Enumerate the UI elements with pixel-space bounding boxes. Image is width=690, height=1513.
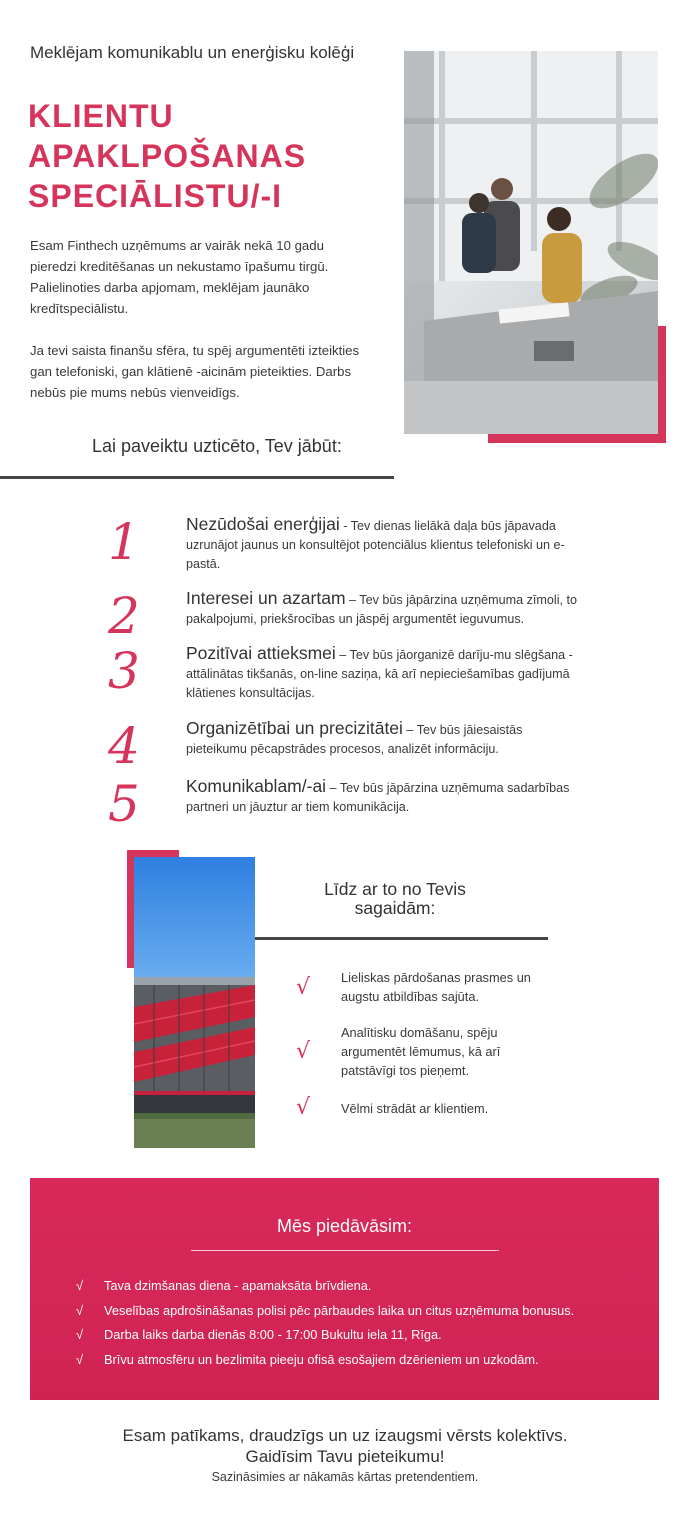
intro-subtitle: Meklējam komunikablu un enerģisku kolēģi xyxy=(30,43,355,62)
requirement-description: – Tev būs jāorganizē darīju-mu slēgšana -attālinātas tikšanās, on-line saziņa, kā arī nepieciešamības gadījumā klātienes konsultācijas. xyxy=(186,648,573,700)
check-icon: √ xyxy=(76,1351,84,1367)
closing-call-to-action: Gaidīsim Tavu pieteikumu! xyxy=(245,1447,445,1466)
intro-paragraph-company: Esam Finthech uzņēmums ar vairāk nekā 10 gadu pieredzi kreditēšanas un nekustamo īpašumu tirgū. Palielinoties darba apjomam, meklējam jaunāko kredītspeciālistu. xyxy=(30,238,329,316)
offer-item-text: Tava dzimšanas diena - apamaksāta brīvdiena. xyxy=(104,1278,372,1293)
expectation-text: Analītisku domāšanu, spēju argumentēt lēmumus, kā arī patstāvīgi tos pieņemt. xyxy=(341,1025,501,1078)
expectation-text: Vēlmi strādāt ar klientiem. xyxy=(341,1101,489,1116)
check-icon: √ xyxy=(296,1095,311,1120)
section-divider xyxy=(0,476,394,479)
requirement-number: 2 xyxy=(108,587,140,645)
requirements-heading: Lai paveiktu uzticēto, Tev jābūt: xyxy=(92,436,342,456)
requirement-number: 3 xyxy=(108,642,140,700)
office-meeting-photo xyxy=(404,51,658,434)
offer-list xyxy=(76,1274,574,1372)
check-icon: √ xyxy=(296,1039,311,1064)
requirement-number: 4 xyxy=(108,717,140,775)
offer-divider xyxy=(191,1250,499,1251)
offer-item-text: Darba laiks darba dienās 8:00 - 17:00 Bukultu iela 11, Rīga. xyxy=(104,1327,442,1342)
check-icon: √ xyxy=(76,1327,84,1342)
offer-item xyxy=(76,1274,574,1299)
offer-item xyxy=(76,1299,574,1324)
office-meeting-illustration xyxy=(404,51,658,434)
office-building-photo xyxy=(134,857,255,1148)
requirement-description: – Tev būs jāiesaistās pieteikumu pēcapstrādes procesos, analizēt informāciju. xyxy=(186,723,523,756)
requirement-text xyxy=(186,777,586,817)
offer-item xyxy=(76,1323,574,1348)
requirement-title: Komunikablam/-ai xyxy=(186,776,327,796)
job-title: KLIENTU APAKLPOŠANAS SPECIĀLISTU/-I xyxy=(28,98,307,214)
check-icon: √ xyxy=(296,975,311,1000)
check-icon: √ xyxy=(76,1302,84,1318)
requirement-text xyxy=(186,515,586,574)
requirement-title: Nezūdošai enerģijai xyxy=(186,514,340,534)
offer-heading: Mēs piedāvāsim: xyxy=(276,1216,413,1236)
requirement-number: 1 xyxy=(108,513,140,571)
requirement-title: Pozitīvai attieksmei xyxy=(186,643,336,663)
requirement-title: Interesei un azartam xyxy=(186,588,346,608)
requirement-text xyxy=(186,589,586,629)
intro-paragraph-invitation: Ja tevi saista finanšu sfēra, tu spēj argumentēti izteikties gan telefoniski, gan klātienē -aicinām pieteikties. Darbs nebūs pie mums nebūs vienveidīgs. xyxy=(30,343,360,400)
offer-panel xyxy=(30,1178,659,1400)
requirement-description: - Tev dienas lielākā daļa būs jāpavada uzrunājot jaunus un konsultējot potenciālus klientus telefoniski un e-pastā. xyxy=(186,519,565,571)
closing-statement: Esam patīkams, draudzīgs un uz izaugsmi vērsts kolektīvs. xyxy=(122,1426,568,1445)
offer-item-text: Veselības apdrošināšanas polisi pēc pārbaudes laika un citus uzņēmuma bonusus. xyxy=(104,1302,575,1318)
office-building-illustration xyxy=(134,857,255,1148)
requirement-text xyxy=(186,644,586,703)
requirement-title: Organizētībai un precizitātei xyxy=(186,718,403,738)
offer-item xyxy=(76,1348,574,1373)
section-divider xyxy=(255,937,548,940)
expectations-heading: Līdz ar to no Tevis sagaidām: xyxy=(324,879,466,918)
requirement-text xyxy=(186,719,586,759)
closing-note: Sazināsimies ar nākamās kārtas pretendentiem. xyxy=(211,1470,479,1484)
requirement-description: – Tev būs jāpārzina uzņēmuma zīmoli, to pakalpojumi, priekšrocības un jāspēj argumentēt ieguvumus. xyxy=(186,593,577,626)
expectation-text: Lieliskas pārdošanas prasmes un augstu atbildības sajūta. xyxy=(341,970,531,1004)
offer-item-text: Brīvu atmosfēru un bezlimita pieeju ofisā esošajiem dzērieniem un uzkodām. xyxy=(104,1351,539,1367)
check-icon: √ xyxy=(76,1278,84,1293)
requirement-description: – Tev būs jāpārzina uzņēmuma sadarbības partneri un jāuztur ar tiem komunikācija. xyxy=(186,781,570,814)
requirement-number: 5 xyxy=(108,775,140,833)
